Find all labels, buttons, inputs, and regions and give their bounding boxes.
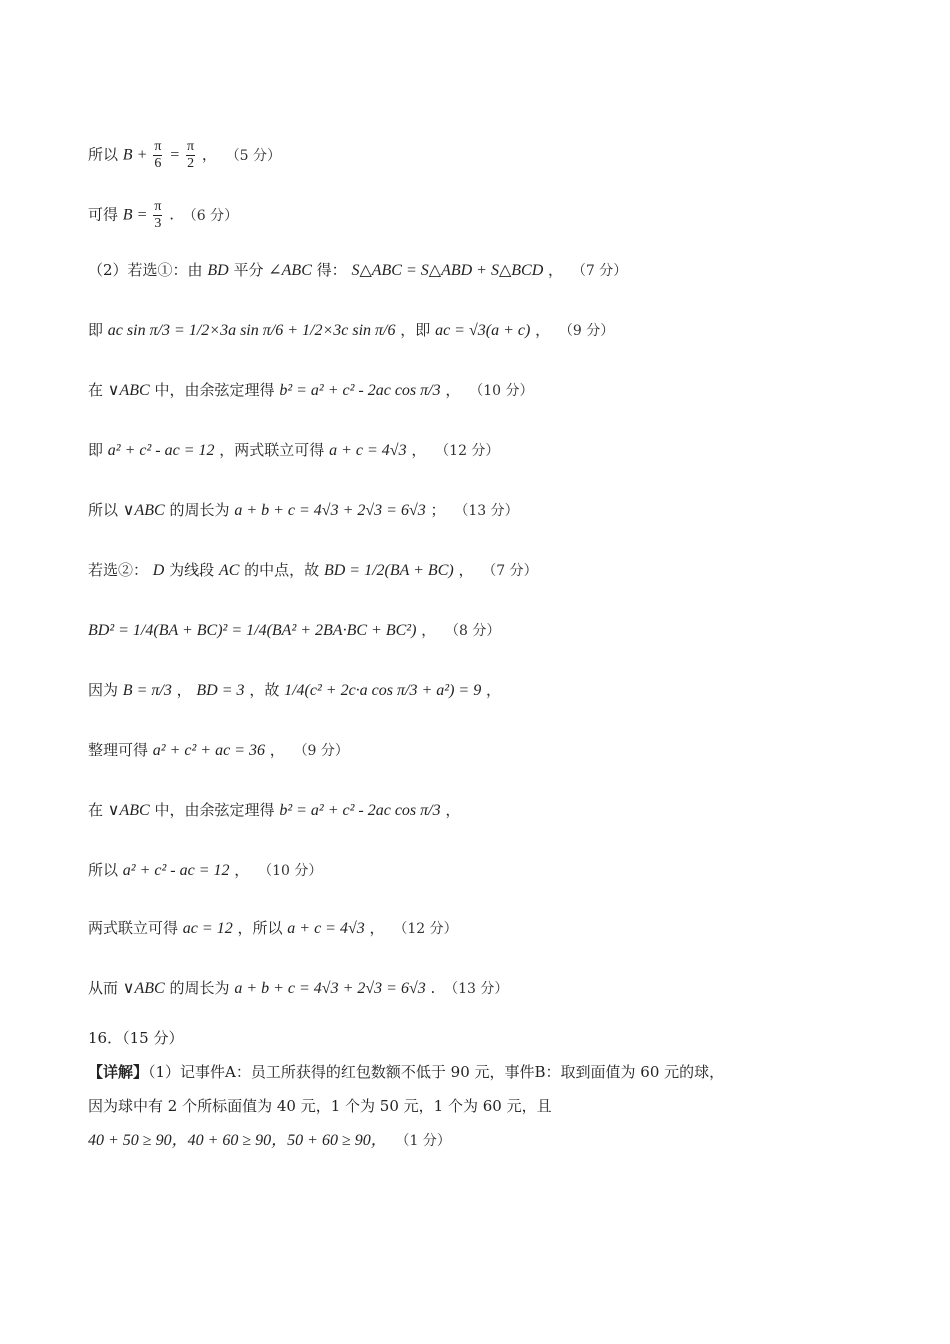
math: BD² = 1/4(BA + BC)² = 1/4(BA² + 2BA·BC + BC²) bbox=[88, 622, 417, 639]
fraction: $\frac{\pi}{6}$ bbox=[154, 139, 162, 171]
math: AC bbox=[218, 562, 240, 579]
text: ， bbox=[269, 741, 285, 759]
text: 所以 bbox=[88, 501, 119, 519]
text: 为线段 bbox=[169, 561, 215, 579]
math: 1/4(c² + 2c·a cos π/3 + a²) = 9 bbox=[284, 682, 482, 699]
text: 所以 bbox=[88, 861, 119, 879]
math: b² = a² + c² - 2ac cos π/3 bbox=[279, 802, 441, 819]
text: . bbox=[169, 205, 175, 224]
score: （1 分） bbox=[395, 1133, 451, 1149]
text: 平分 bbox=[233, 261, 264, 279]
score: （9 分） bbox=[293, 743, 349, 759]
math: BD = 3 bbox=[196, 682, 245, 699]
text: 所以 bbox=[88, 145, 119, 164]
text: ，即 bbox=[400, 321, 431, 339]
solution-line-3 bbox=[88, 260, 627, 281]
detail-label: 【详解】 bbox=[88, 1063, 149, 1081]
text: ； bbox=[430, 501, 446, 519]
question-16-title bbox=[88, 1028, 183, 1048]
question-16-line-1 bbox=[88, 1062, 724, 1082]
math: ∨ABC bbox=[122, 980, 165, 997]
score: （6 分） bbox=[182, 207, 239, 224]
solution-line-1 bbox=[88, 140, 281, 171]
math: ac sin π/3 = 1/2×3a sin π/6 + 1/2×3c sin π/6 bbox=[107, 322, 396, 339]
math: b² = a² + c² - 2ac cos π/3 bbox=[279, 382, 441, 399]
text: 即 bbox=[88, 441, 104, 459]
text: 可得 bbox=[88, 205, 119, 224]
text: 在 bbox=[88, 381, 104, 399]
text: 的中点，故 bbox=[244, 561, 320, 579]
text: ， bbox=[201, 145, 217, 164]
solution-line-5 bbox=[88, 380, 533, 401]
fraction: $\frac{\pi}{3}$ bbox=[154, 199, 162, 231]
text: ， bbox=[445, 381, 461, 399]
solution-line-13 bbox=[88, 860, 322, 881]
solution-line-7 bbox=[88, 500, 519, 521]
math: BD bbox=[207, 262, 229, 279]
solution-line-8 bbox=[88, 560, 538, 581]
solution-line-9 bbox=[88, 620, 500, 641]
text: . bbox=[430, 979, 436, 997]
math: 40 + 50 ≥ 90，40 + 60 ≥ 90，50 + 60 ≥ 90， bbox=[88, 1132, 387, 1149]
text: ， bbox=[458, 561, 474, 579]
score: （13 分） bbox=[454, 503, 519, 519]
math: B = bbox=[122, 206, 152, 224]
math: = bbox=[169, 146, 185, 164]
math: a + b + c = 4√3 + 2√3 = 6√3 bbox=[234, 502, 426, 519]
score: （7 分） bbox=[482, 563, 538, 579]
question-16-line-2 bbox=[88, 1096, 552, 1116]
math: a² + c² - ac = 12 bbox=[107, 442, 215, 459]
text: 的周长为 bbox=[169, 979, 230, 997]
question-16-line-3 bbox=[88, 1130, 451, 1151]
math: ∨ABC bbox=[122, 502, 165, 519]
text: ， bbox=[369, 919, 385, 937]
math: ac = √3(a + c) bbox=[435, 322, 531, 339]
text: ， bbox=[421, 621, 437, 639]
solution-line-11 bbox=[88, 740, 349, 761]
solution-line-10 bbox=[88, 680, 501, 701]
math: B = π/3 bbox=[122, 682, 172, 699]
solution-line-4 bbox=[88, 320, 614, 341]
text: 整理可得 bbox=[88, 741, 149, 759]
solution-line-2 bbox=[88, 200, 238, 231]
text: 在 bbox=[88, 801, 104, 819]
text: （1）记事件A：员工所获得的红包数额不低于 90 元，事件B：取到面值为 60 元的球， bbox=[148, 1063, 725, 1081]
text: 中，由余弦定理得 bbox=[154, 381, 275, 399]
score: （9 分） bbox=[558, 323, 615, 339]
score: （8 分） bbox=[444, 623, 501, 639]
question-title: 16．（15 分） bbox=[88, 1029, 184, 1047]
text: ， bbox=[234, 861, 250, 879]
text: 中，由余弦定理得 bbox=[154, 801, 275, 819]
text: ， bbox=[548, 261, 564, 279]
text: 即 bbox=[88, 321, 104, 339]
score: （10 分） bbox=[258, 863, 323, 879]
text: ，两式联立可得 bbox=[219, 441, 325, 459]
text: 因为 bbox=[88, 681, 119, 699]
math: a + c = 4√3 bbox=[329, 442, 407, 459]
solution-line-12 bbox=[88, 800, 460, 821]
fraction: $\frac{\pi}{2}$ bbox=[187, 139, 195, 171]
text: 的周长为 bbox=[169, 501, 230, 519]
text: ， bbox=[176, 681, 192, 699]
math: ∨ABC bbox=[107, 382, 150, 399]
score: （5 分） bbox=[225, 147, 282, 164]
math: B + bbox=[122, 146, 152, 164]
text: ，故 bbox=[249, 681, 280, 699]
text: ， bbox=[445, 801, 461, 819]
math: a + b + c = 4√3 + 2√3 = 6√3 bbox=[234, 980, 426, 997]
text: ， bbox=[411, 441, 427, 459]
score: （10 分） bbox=[469, 383, 534, 399]
text: 因为球中有 2 个所标面值为 40 元，1 个为 50 元，1 个为 60 元，且 bbox=[88, 1097, 552, 1115]
text: 从而 bbox=[88, 979, 119, 997]
solution-line-15 bbox=[88, 978, 508, 999]
math: a² + c² - ac = 12 bbox=[122, 862, 230, 879]
solution-line-14 bbox=[88, 918, 458, 939]
math: BD = 1/2(BA + BC) bbox=[323, 562, 454, 579]
score: （12 分） bbox=[393, 921, 458, 937]
text: ， bbox=[535, 321, 551, 339]
text: ， bbox=[485, 681, 501, 699]
math: ac = 12 bbox=[182, 920, 233, 937]
text: ，所以 bbox=[237, 919, 283, 937]
math: a² + c² + ac = 36 bbox=[152, 742, 265, 759]
solution-line-6 bbox=[88, 440, 499, 461]
text: （2）若选①：由 bbox=[88, 261, 203, 279]
score: （12 分） bbox=[435, 443, 500, 459]
math: ∠ABC bbox=[268, 262, 312, 279]
math: D bbox=[152, 562, 165, 579]
math: S△ABC = S△ABD + S△BCD bbox=[351, 262, 544, 279]
text: 若选②： bbox=[88, 561, 149, 579]
text: 得： bbox=[316, 261, 347, 279]
score: （7 分） bbox=[571, 263, 628, 279]
math: a + c = 4√3 bbox=[287, 920, 365, 937]
math: ∨ABC bbox=[107, 802, 150, 819]
text: 两式联立可得 bbox=[88, 919, 179, 937]
score: （13 分） bbox=[444, 981, 509, 997]
